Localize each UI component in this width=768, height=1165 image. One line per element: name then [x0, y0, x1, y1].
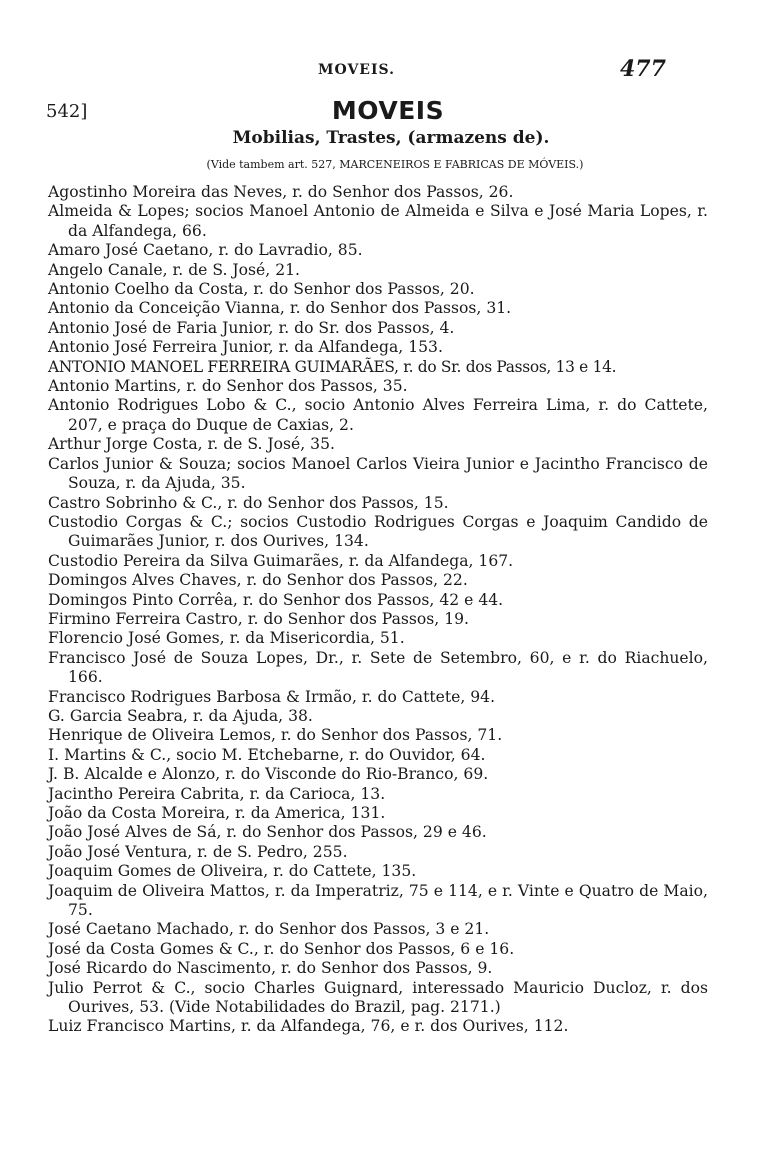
list-item: Antonio José de Faria Junior, r. do Sr. dos Passos, 4.: [48, 318, 455, 337]
list-item: Amaro José Caetano, r. do Lavradio, 85.: [48, 241, 363, 260]
list-item: João José Alves de Sá, r. do Senhor dos Passos, 29 e 46.: [48, 823, 487, 842]
list-item: Henrique de Oliveira Lemos, r. do Senhor dos Passos, 71.: [48, 726, 503, 745]
list-item: Antonio José Ferreira Junior, r. da Alfandega, 153.: [48, 338, 443, 357]
list-item: Custodio Corgas & C.; socios Custodio Rodrigues Corgas e Joaquim Candido de Guimarães Junior, r. dos Ourives, 134.: [48, 512, 708, 551]
list-item: Antonio da Conceição Vianna, r. do Senhor dos Passos, 31.: [48, 299, 512, 318]
section-number: 542]: [46, 101, 88, 122]
list-item: Francisco José de Souza Lopes, Dr., r. Sete de Setembro, 60, e r. do Riachuelo, 166.: [48, 648, 708, 687]
list-item: Custodio Pereira da Silva Guimarães, r. da Alfandega, 167.: [48, 551, 514, 570]
section-title: MOVEIS: [331, 96, 445, 125]
running-title: MOVEIS.: [318, 62, 396, 78]
list-item: I. Martins & C., socio M. Etchebarne, r. do Ouvidor, 64.: [48, 745, 486, 764]
list-item: José da Costa Gomes & C., r. do Senhor dos Passos, 6 e 16.: [48, 939, 515, 958]
list-item: Carlos Junior & Souza; socios Manoel Carlos Vieira Junior e Jacintho Francisco de Souza, r. da Ajuda, 35.: [48, 454, 708, 493]
list-item: Francisco Rodrigues Barbosa & Irmão, r. do Cattete, 94.: [48, 687, 496, 706]
running-header: [0, 56, 768, 86]
list-item: Florencio José Gomes, r. da Misericordia, 51.: [48, 629, 405, 648]
list-item: Firmino Ferreira Castro, r. do Senhor dos Passos, 19.: [48, 609, 470, 628]
list-item: Antonio Coelho da Costa, r. do Senhor dos Passos, 20.: [48, 280, 475, 299]
list-item: G. Garcia Seabra, r. da Ajuda, 38.: [48, 706, 313, 725]
list-item: Agostinho Moreira das Neves, r. do Senhor dos Passos, 26.: [48, 183, 514, 201]
list-item: Jacintho Pereira Cabrita, r. da Carioca, 13.: [48, 784, 386, 803]
list-item: João José Ventura, r. de S. Pedro, 255.: [48, 842, 348, 861]
list-item: João da Costa Moreira, r. da America, 131.: [48, 804, 386, 822]
list-item: Castro Sobrinho & C., r. do Senhor dos Passos, 15.: [48, 493, 449, 512]
section-cross-reference-note: (Vide tambem art. 527, MARCENEIROS E FABRICAS DE MÓVEIS.): [206, 158, 584, 171]
list-item: ANTONIO MANOEL FERREIRA GUIMARÃES, r. do Sr. dos Passos, 13 e 14.: [48, 357, 617, 376]
page-number: 477: [620, 56, 666, 82]
list-item: Antonio Martins, r. do Senhor dos Passos, 35.: [48, 377, 408, 396]
section-subtitle: Mobilias, Trastes, (armazens de).: [232, 128, 550, 148]
merchant-listing: [48, 183, 708, 1037]
list-item: Arthur Jorge Costa, r. de S. José, 35.: [48, 435, 335, 454]
list-item: Antonio Rodrigues Lobo & C., socio Antonio Alves Ferreira Lima, r. do Cattete, 207, e praça do Duque de Caxias, 2.: [48, 396, 708, 434]
list-item: José Ricardo do Nascimento, r. do Senhor dos Passos, 9.: [48, 959, 493, 978]
list-item: Joaquim de Oliveira Mattos, r. da Imperatriz, 75 e 114, e r. Vinte e Quatro de Maio, 75.: [48, 881, 708, 920]
list-item: J. B. Alcalde e Alonzo, r. do Visconde do Rio-Branco, 69.: [48, 765, 489, 784]
list-item: Luiz Francisco Martins, r. da Alfandega, 76, e r. dos Ourives, 112.: [48, 1017, 569, 1036]
list-item: Joaquim Gomes de Oliveira, r. do Cattete, 135.: [48, 862, 417, 881]
list-item: Julio Perrot & C., socio Charles Guignard, interessado Mauricio Ducloz, r. dos Ourives, 53. (Vide Notabilidades do Brazil, pag. 2171.): [48, 978, 708, 1017]
list-item: Domingos Alves Chaves, r. do Senhor dos Passos, 22.: [48, 571, 468, 590]
list-item: Angelo Canale, r. de S. José, 21.: [48, 260, 300, 279]
list-item: Domingos Pinto Corrêa, r. do Senhor dos Passos, 42 e 44.: [48, 590, 504, 609]
list-item: José Caetano Machado, r. do Senhor dos Passos, 3 e 21.: [48, 920, 490, 939]
list-item: Almeida & Lopes; socios Manoel Antonio de Almeida e Silva e José Maria Lopes, r. da Alfandega, 66.: [48, 202, 708, 240]
